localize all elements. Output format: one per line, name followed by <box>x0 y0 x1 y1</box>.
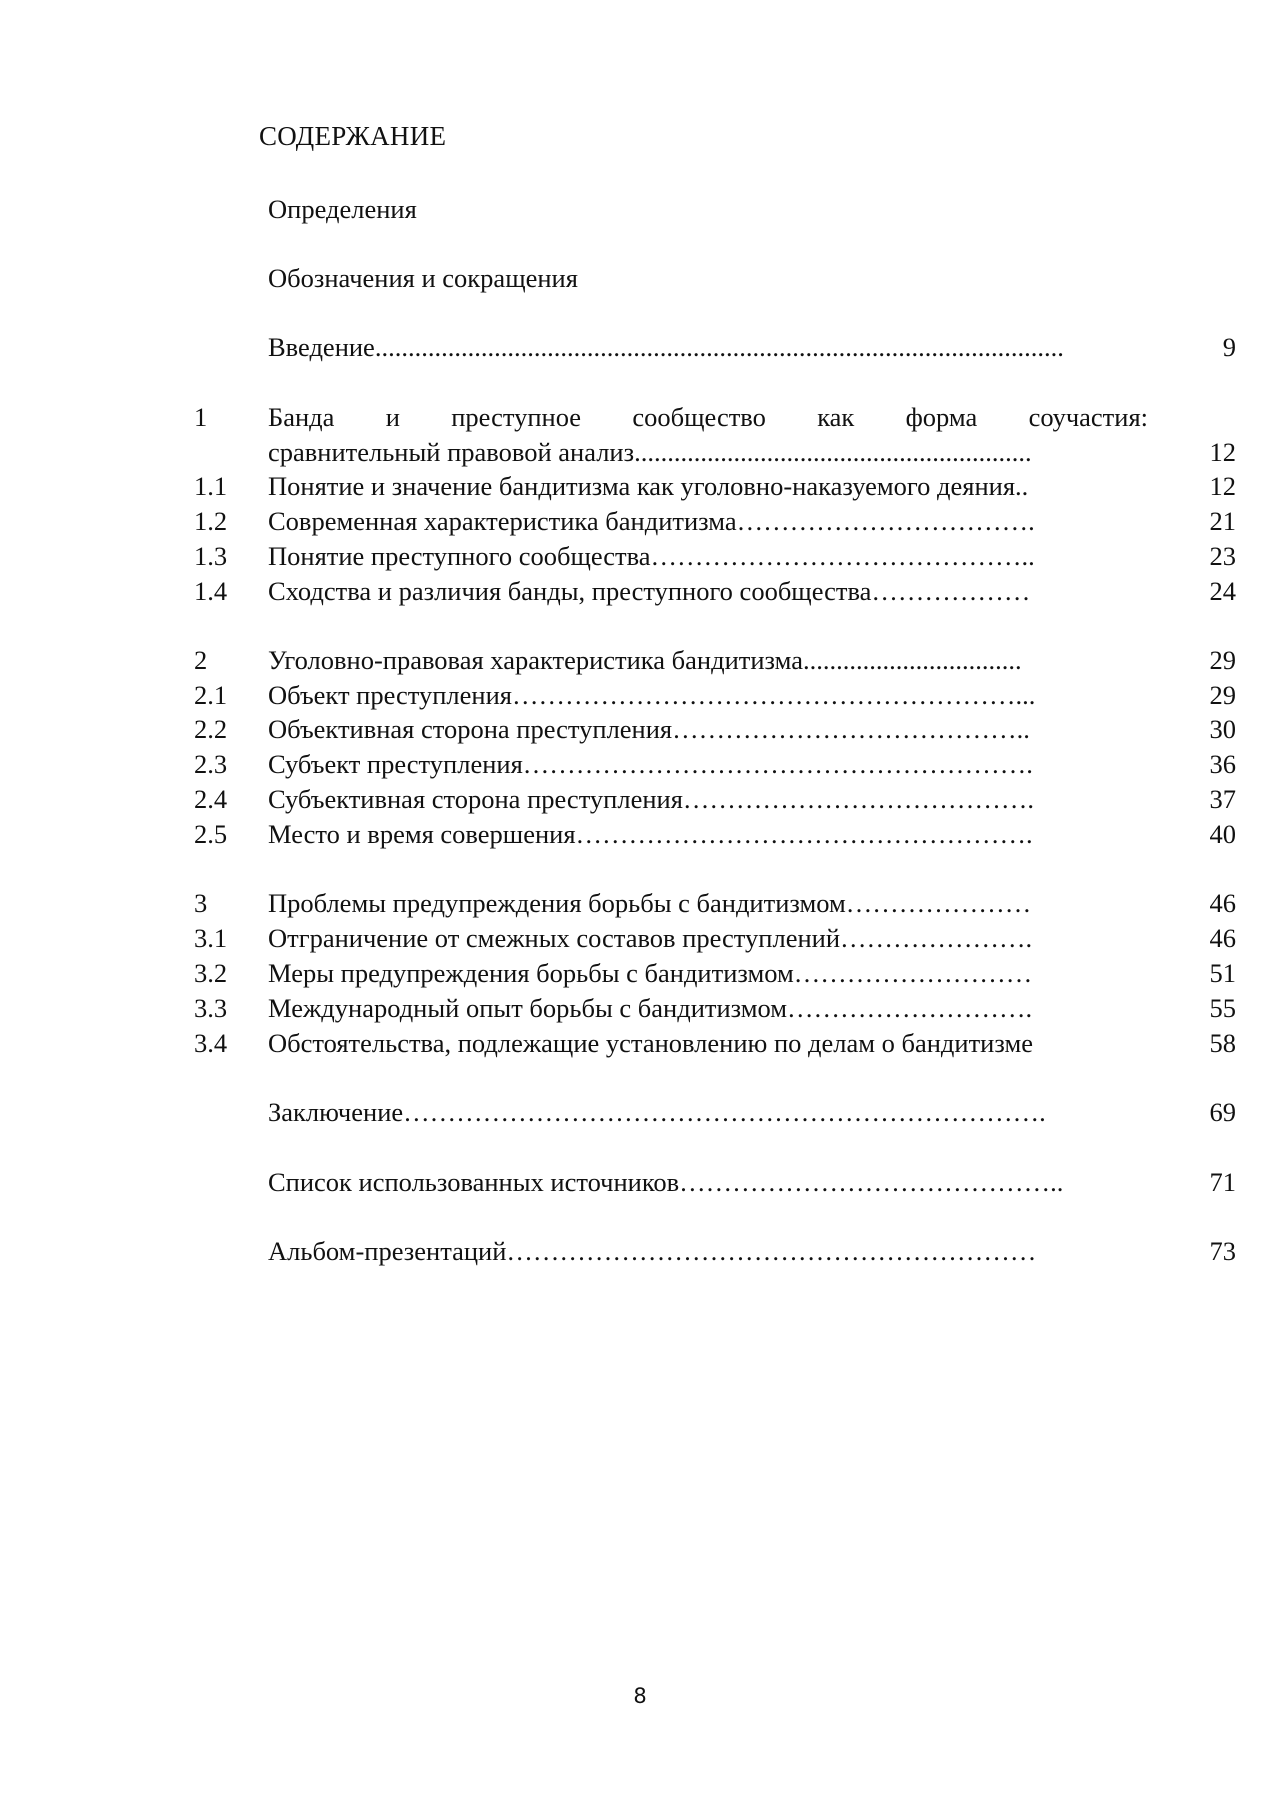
toc-entry-page: 21 <box>1209 506 1236 536</box>
toc-entry-title: Заключение………………………………………………………………. <box>268 1097 1046 1127</box>
page-number: 8 <box>633 1684 647 1708</box>
toc-entry-page: 51 <box>1209 958 1236 988</box>
toc-entry-page: 9 <box>1222 332 1236 362</box>
toc-entry-2-3 <box>0 746 1280 782</box>
toc-entry-page: 46 <box>1209 888 1236 918</box>
toc-entry-page: 46 <box>1209 923 1236 953</box>
toc-entry-abbreviations <box>0 260 1280 296</box>
toc-entry-1-4 <box>0 573 1280 609</box>
toc-entry-title: Список использованных источников…………………………………….. <box>268 1167 1064 1197</box>
toc-entry-1-1 <box>0 468 1280 504</box>
toc-entry-title: Банда и преступное сообщество как форма соучастия: <box>268 402 1148 432</box>
toc-entry-1-3 <box>0 538 1280 574</box>
toc-entry-3-4 <box>0 1025 1280 1061</box>
toc-entry-page: 69 <box>1209 1097 1236 1127</box>
toc-entry-2-5 <box>0 816 1280 852</box>
toc-entry-page: 12 <box>1209 437 1236 467</box>
toc-entry-number: 2.5 <box>194 819 228 849</box>
toc-entry-conclusion <box>0 1094 1280 1130</box>
toc-entry-number: 2.4 <box>194 784 228 814</box>
toc-entry-3-2 <box>0 955 1280 991</box>
toc-entry-chapter-2 <box>0 642 1280 678</box>
toc-entry-page: 58 <box>1209 1028 1236 1058</box>
toc-entry-page: 29 <box>1209 645 1236 675</box>
toc-entry-title: Определения <box>268 194 417 224</box>
toc-entry-title: Международный опыт борьбы с бандитизмом………………………. <box>268 993 1033 1023</box>
toc-entry-title: Обстоятельства, подлежащие установлению по делам о бандитизме <box>268 1028 1033 1058</box>
toc-entry-title: Понятие и значение бандитизма как уголовно-наказуемого деяния.. <box>268 471 1029 501</box>
toc-entry-page: 36 <box>1209 749 1236 779</box>
toc-entry-title: Проблемы предупреждения борьбы с бандитизмом………………… <box>268 888 1032 918</box>
toc-entry-sources <box>0 1164 1280 1200</box>
toc-entry-chapter-1-continued <box>0 434 1280 470</box>
toc-entry-title: Сходства и различия банды, преступного сообщества……………… <box>268 576 1031 606</box>
toc-entry-number: 2.1 <box>194 680 228 710</box>
toc-entry-page: 73 <box>1209 1236 1236 1266</box>
toc-entry-title: Субъективная сторона преступления…………………………………. <box>268 784 1035 814</box>
toc-heading: СОДЕРЖАНИЕ <box>259 121 447 151</box>
toc-entry-title: Место и время совершения……………………………………………. <box>268 819 1033 849</box>
toc-entry-introduction <box>0 329 1280 365</box>
toc-entry-title: сравнительный правовой анализ............................................................ <box>268 437 1032 467</box>
toc-entry-chapter-1 <box>0 399 1280 435</box>
toc-entry-title: Субъект преступления…………………………………………………. <box>268 749 1033 779</box>
toc-entry-title: Введение........................................................................................................ <box>268 332 1064 362</box>
toc-entry-3-1 <box>0 920 1280 956</box>
toc-entry-number: 1 <box>194 402 208 432</box>
toc-entry-page: 37 <box>1209 784 1236 814</box>
toc-entry-number: 1.1 <box>194 471 228 501</box>
toc-entry-title: Меры предупреждения борьбы с бандитизмом……………………… <box>268 958 1033 988</box>
toc-entry-number: 2 <box>194 645 208 675</box>
toc-entry-title: Современная характеристика бандитизма……………………………. <box>268 506 1035 536</box>
toc-entry-title: Альбом-презентаций…………………………………………………… <box>268 1236 1037 1266</box>
toc-entry-number: 3.2 <box>194 958 228 988</box>
toc-entry-page: 55 <box>1209 993 1236 1023</box>
toc-entry-2-1 <box>0 677 1280 713</box>
toc-entry-album <box>0 1233 1280 1269</box>
toc-entry-1-2 <box>0 503 1280 539</box>
toc-entry-number: 3.3 <box>194 993 228 1023</box>
toc-entry-page: 23 <box>1209 541 1236 571</box>
toc-entry-number: 3 <box>194 888 208 918</box>
toc-entry-2-4 <box>0 781 1280 817</box>
toc-entry-3-3 <box>0 990 1280 1026</box>
toc-entry-number: 3.1 <box>194 923 228 953</box>
toc-entry-title: Обозначения и сокращения <box>268 263 578 293</box>
toc-entry-page: 30 <box>1209 714 1236 744</box>
toc-entry-page: 40 <box>1209 819 1236 849</box>
toc-entry-page: 29 <box>1209 680 1236 710</box>
toc-entry-title: Объективная сторона преступления………………………………….. <box>268 714 1030 744</box>
toc-entry-2-2 <box>0 711 1280 747</box>
toc-entry-number: 3.4 <box>194 1028 228 1058</box>
toc-entry-title: Отграничение от смежных составов преступлений…………………. <box>268 923 1033 953</box>
toc-entry-page: 71 <box>1209 1167 1236 1197</box>
toc-entry-page: 12 <box>1209 471 1236 501</box>
toc-entry-title: Понятие преступного сообщества…………………………………….. <box>268 541 1035 571</box>
toc-entry-number: 1.3 <box>194 541 228 571</box>
toc-entry-page: 24 <box>1209 576 1236 606</box>
toc-entry-title: Уголовно-правовая характеристика бандитизма................................. <box>268 645 1022 675</box>
toc-entry-number: 2.2 <box>194 714 228 744</box>
toc-entry-number: 1.4 <box>194 576 228 606</box>
toc-entry-chapter-3 <box>0 885 1280 921</box>
toc-entry-title: Объект преступления…………………………………………………... <box>268 680 1036 710</box>
toc-entry-number: 1.2 <box>194 506 228 536</box>
toc-entry-definitions <box>0 191 1280 227</box>
toc-entry-number: 2.3 <box>194 749 228 779</box>
